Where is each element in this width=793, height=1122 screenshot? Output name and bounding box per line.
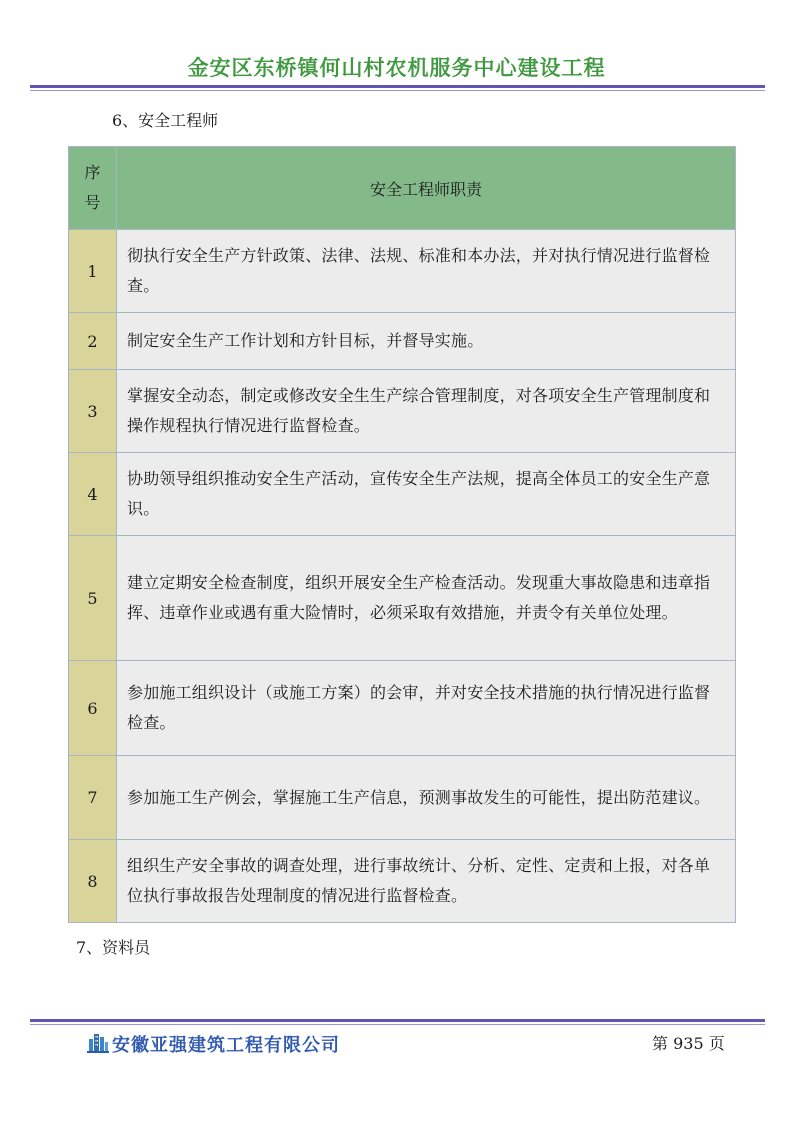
- table-row: [69, 230, 736, 313]
- safety-engineer-duties-table: [68, 146, 736, 923]
- row-duty-text: 参加施工组织设计（或施工方案）的会审，并对安全技术措施的执行情况进行监督检查。: [117, 661, 736, 756]
- row-number: 5: [69, 536, 117, 661]
- row-duty-text: 彻执行安全生产方针政策、法律、法规、标准和本办法，并对执行情况进行监督检查。: [117, 230, 736, 313]
- row-duty-text: 协助领导组织推动安全生产活动，宣传安全生产法规，提高全体员工的安全生产意识。: [117, 453, 736, 536]
- document-header-title: 金安区东桥镇何山村农机服务中心建设工程: [187, 56, 606, 80]
- row-duty-text: 组织生产安全事故的调查处理，进行事故统计、分析、定性、定责和上报，对各单位执行事故报告处理制度的情况进行监督检查。: [117, 840, 736, 923]
- row-number: 3: [69, 370, 117, 453]
- header-cell-number: [69, 147, 117, 230]
- table-row: [69, 453, 736, 536]
- row-number: 2: [69, 313, 117, 370]
- table-row: [69, 840, 736, 923]
- row-duty-text: 制定安全生产工作计划和方针目标，并督导实施。: [117, 313, 736, 370]
- row-number: 8: [69, 840, 117, 923]
- footer-company-name: 安徽亚强建筑工程有限公司: [112, 1035, 340, 1056]
- header-rule-thin: [30, 90, 765, 91]
- footer-rule: [30, 1019, 765, 1022]
- table-row: [69, 370, 736, 453]
- table-header-row: [69, 147, 736, 230]
- building-logo-icon: [87, 1031, 109, 1053]
- row-number: 1: [69, 230, 117, 313]
- section-heading-documentation-clerk: 7、资料员: [76, 938, 151, 957]
- row-duty-text: 掌握安全动态，制定或修改安全生生产综合管理制度，对各项安全生产管理制度和操作规程执行情况进行监督检查。: [117, 370, 736, 453]
- header-rule: [30, 85, 765, 88]
- footer-page-number: 第 935 页: [652, 1034, 725, 1053]
- table-row: [69, 536, 736, 661]
- row-duty-text: 建立定期安全检查制度，组织开展安全生产检查活动。发现重大事故隐患和违章指挥、违章作业或遇有重大险情时，必须采取有效措施，并责令有关单位处理。: [117, 536, 736, 661]
- header-number-char-2: 号: [84, 193, 101, 212]
- footer-rule-thin: [30, 1024, 765, 1025]
- row-number: 7: [69, 756, 117, 840]
- section-heading-safety-engineer: 6、安全工程师: [112, 111, 219, 130]
- header-cell-duty: 安全工程师职责: [117, 147, 736, 230]
- row-number: 6: [69, 661, 117, 756]
- table-row: [69, 661, 736, 756]
- row-duty-text: 参加施工生产例会，掌握施工生产信息，预测事故发生的可能性，提出防范建议。: [117, 756, 736, 840]
- table-row: [69, 756, 736, 840]
- row-number: 4: [69, 453, 117, 536]
- table-row: [69, 313, 736, 370]
- header-number-char-1: 序: [84, 163, 101, 182]
